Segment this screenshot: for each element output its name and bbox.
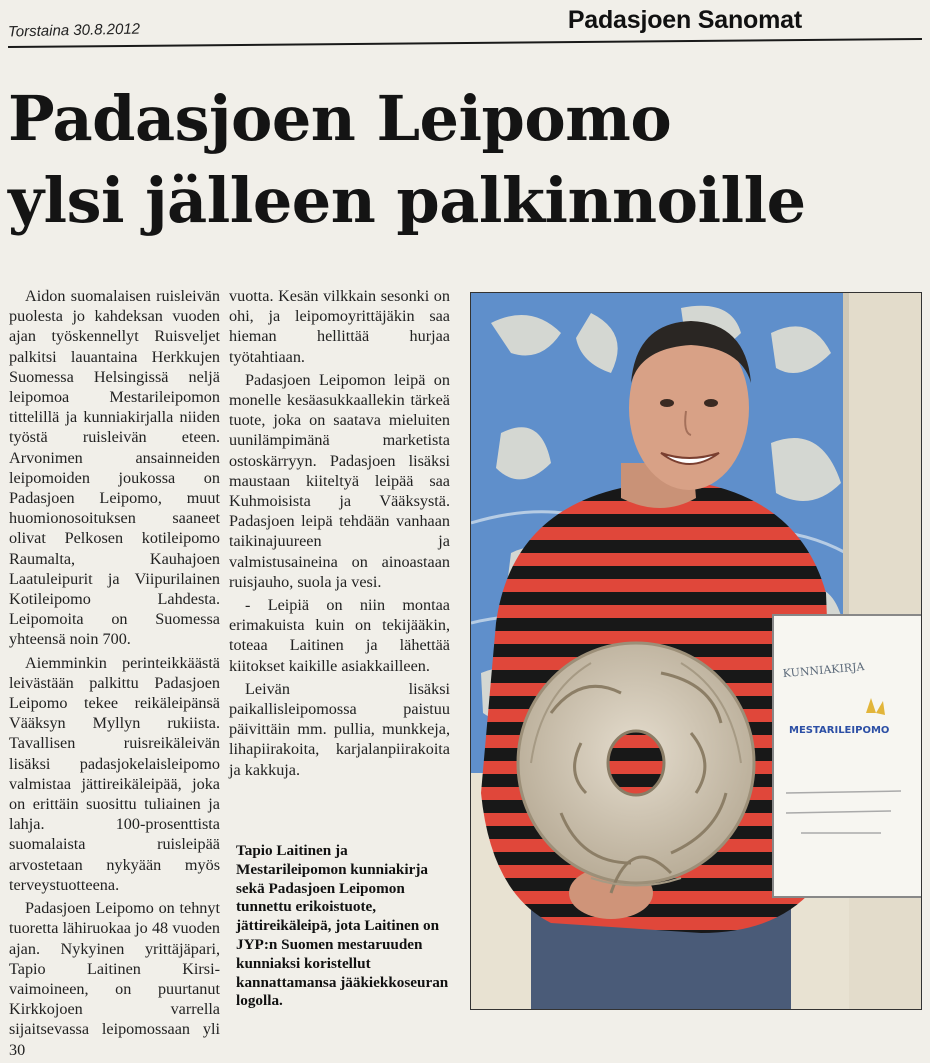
certificate (773, 615, 922, 897)
paragraph: Padasjoen Leipomon leipä on monelle kesäasukkaallekin tärkeä tuote, joka on saatava mieluiten uunilämpimänä marketista ostoskärryyn. Padasjoen lisäksi maustaan kiiteltyä leipää saa Kuhmoisista ja Vääksystä. Padasjoen leipä tehdään vanhaan taikinajuureen ja valmistusaineina on ainoastaan ruisjauho, suola ja vesi. (229, 370, 450, 591)
issue-date: Torstaina 30.8.2012 (7, 20, 141, 41)
photo-illustration (471, 293, 922, 1010)
paragraph: - Leipiä on niin montaa erimakuista kuin on tekijääkin, toteaa Laitinen ja lähettää kiitokset kaikille asiakkailleen. (229, 596, 450, 675)
paragraph: Aidon suomalaisen ruisleivän puolesta jo kahdeksan vuoden ajan työskennellyt Ruisveljet palkitsi lauantaina Herkkujen Suomessa Helsingissä neljä leipomoa Mestarileipomon tittelillä ja kunniakirjalla niiden työstä ruisleivän eteen. Arvonimen ansainneiden leipomoiden joukossa on Padasjoen Leipomo, muut huomionosoituksen saaneet olivat Pelkosen kotileipomo Raumalta, Kauhajoen Laatuleipurit ja Viipurilainen Kotileipomo Lahdesta. Leipomoita on Suomessa yhteensä noin 700. (9, 287, 220, 649)
headline-line-1: Padasjoen Leipomo (8, 82, 672, 155)
newspaper-name: Padasjoen Sanomat (567, 6, 802, 34)
paragraph: Aiemminkin perinteikkäästä leivästään palkittu Padasjoen Leipomo tekee reikäleipänsä Vääksyn Myllyn rukiista. Tavallisen ruisreikäleivän lisäksi padasjokelaisleipomo valmistaa jättireikäleipää, joka on erittäin suosittu tuliainen ja lahja. 100-prosenttista suomalaista ruisleipää arvostetaan nykyään myös terveystuotteena. (9, 653, 220, 894)
paragraph: Padasjoen Leipomo on tehnyt tuoretta lähiruokaa jo 48 vuoden ajan. Nykyinen yrittäjäpari, Tapio Laitinen Kirsi-vaimoineen, on puurtanut Kirkkojoen varrella sijaitsevassa leipomossaan yli 30 (9, 899, 220, 1059)
article-photo (470, 292, 922, 1010)
article-column-1 (9, 286, 220, 1063)
header-rule (8, 38, 922, 48)
headline-line-2: ylsi jälleen palkinnoille (8, 164, 806, 237)
photo-caption: Tapio Laitinen ja Mestarileipomon kunniakirja sekä Padasjoen Leipomon tunnettu erikoistuote, jättireikäleipä, jota Laitinen on JYP:n Suomen mestaruuden kunniaksi koristellut kannattamansa jääkiekkoseuran logolla. (236, 842, 449, 1010)
article-headline (8, 78, 908, 242)
article-column-2 (229, 286, 450, 783)
certificate-title: KUNNIAKIRJA (782, 660, 865, 681)
paragraph: Leivän lisäksi paikallisleipomossa paistuu päivittäin mm. pullia, munkkeja, lihapiirakoita, karjalanpiirakoita ja kakkuja. (229, 679, 450, 779)
certificate-logo: MESTARILEIPOMO (789, 725, 890, 736)
paragraph: vuotta. Kesän vilkkain sesonki on ohi, ja leipomoyrittäjäkin saa hieman hellittää hurjaa työtahtiaan. (229, 287, 450, 366)
